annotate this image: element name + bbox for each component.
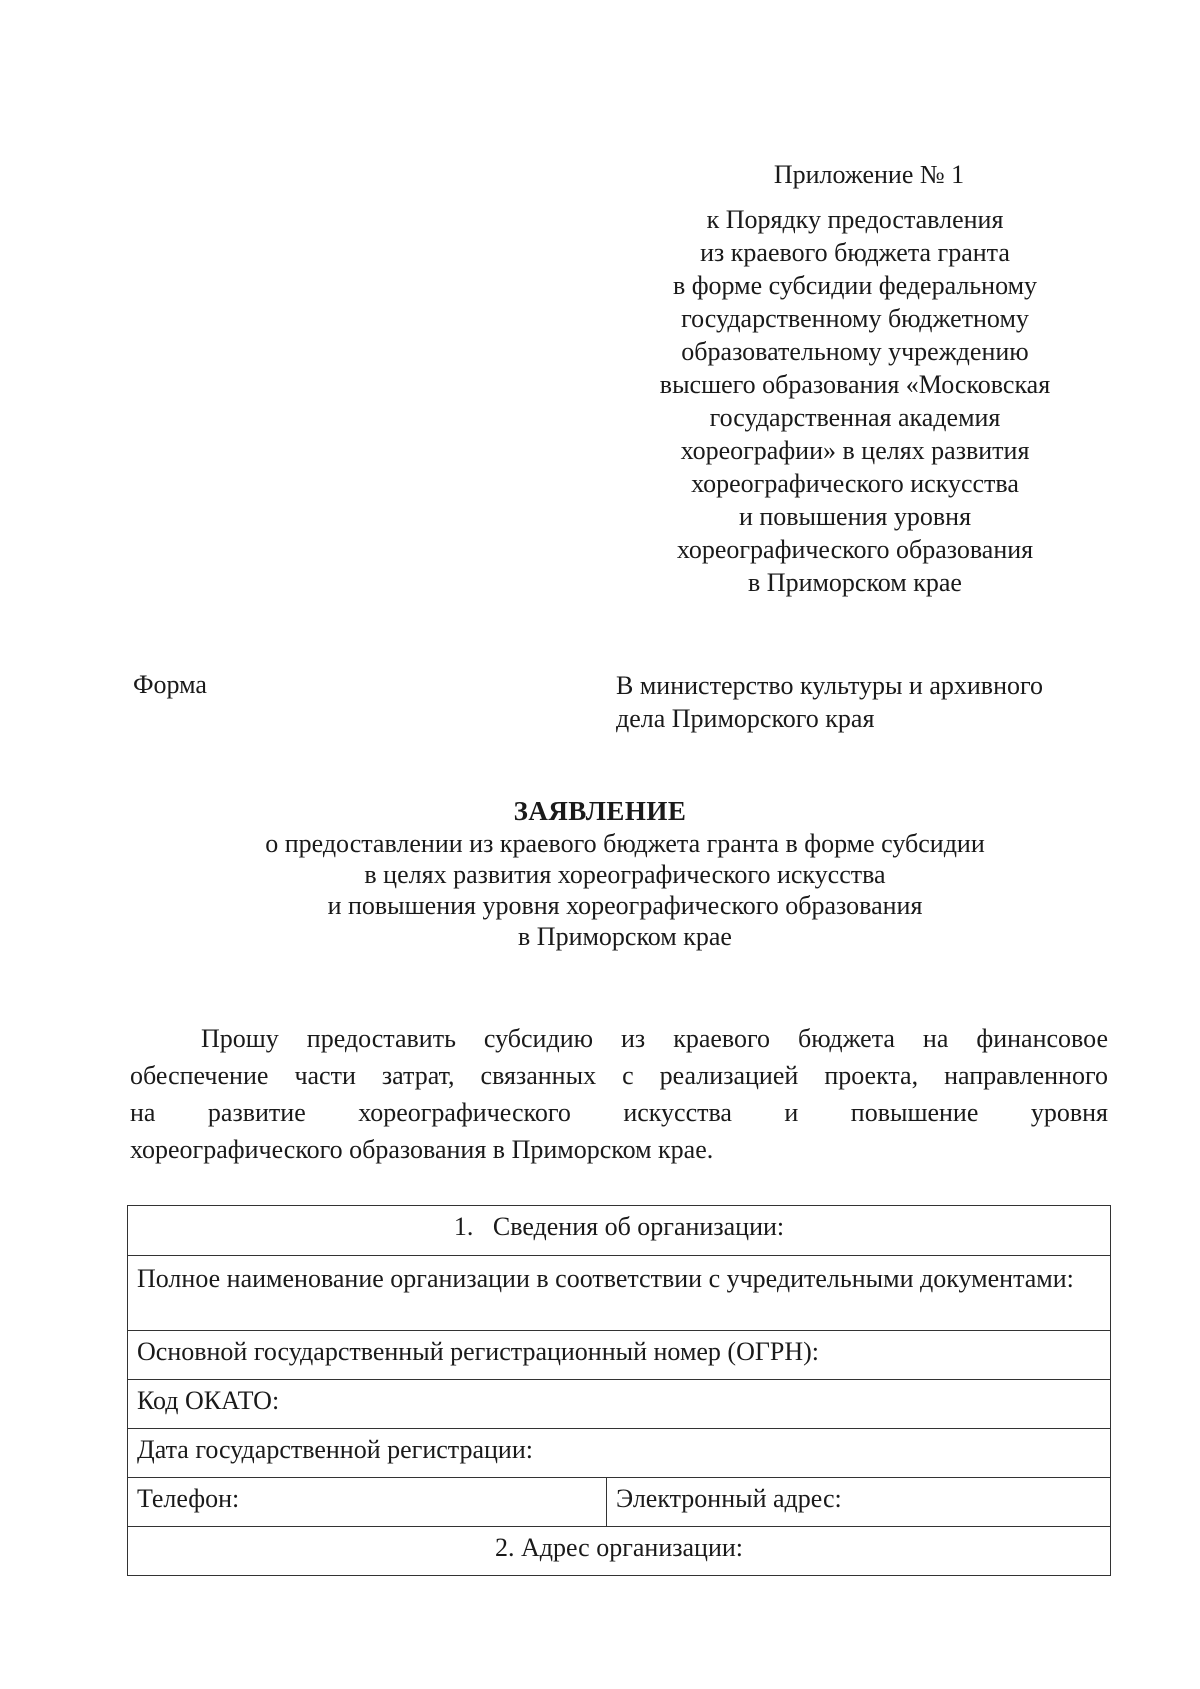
document-title: ЗАЯВЛЕНИЕ <box>513 796 687 826</box>
full-name-field[interactable]: Полное наименование организации в соответствии с учредительными документами: <box>128 1256 1111 1331</box>
appendix-line: государственному бюджетному <box>681 304 1029 333</box>
appendix-block <box>530 158 1180 599</box>
email-field[interactable]: Электронный адрес: <box>607 1478 1111 1527</box>
appendix-line: к Порядку предоставления <box>706 205 1004 234</box>
document-subtitle-line: и повышения уровня хореографического образования <box>327 891 923 920</box>
appendix-line: хореографического образования <box>676 535 1034 564</box>
organization-table <box>127 1205 1111 1576</box>
request-line: Прошу предоставить субсидию из краевого бюджета на финансовое <box>201 1024 1108 1053</box>
section-1-title: Сведения об организации: <box>492 1212 785 1241</box>
table-row <box>128 1380 1111 1429</box>
document-heading <box>0 795 1200 952</box>
table-row <box>128 1206 1111 1256</box>
table-row <box>128 1527 1111 1576</box>
section-1-number: 1. <box>453 1212 474 1241</box>
request-paragraph <box>130 1020 1108 1168</box>
section-2-header: 2. Адрес организации: <box>128 1527 1111 1576</box>
phone-field[interactable]: Телефон: <box>128 1478 607 1527</box>
appendix-line: в форме субсидии федеральному <box>672 271 1038 300</box>
appendix-title: Приложение № 1 <box>773 160 965 189</box>
appendix-line: образовательному учреждению <box>681 337 1029 366</box>
table-row <box>128 1256 1111 1331</box>
registration-date-field[interactable]: Дата государственной регистрации: <box>128 1429 1111 1478</box>
section-1-header <box>128 1206 1111 1256</box>
document-subtitle-line: о предоставлении из краевого бюджета гранта в форме субсидии <box>265 829 985 858</box>
appendix-line: государственная академия <box>709 403 1001 432</box>
addressee-line: В министерство культуры и архивного <box>616 671 1044 700</box>
table-row <box>128 1331 1111 1380</box>
request-line: хореографического образования в Приморском крае. <box>130 1135 714 1164</box>
appendix-line: из краевого бюджета гранта <box>700 238 1010 267</box>
ogrn-field[interactable]: Основной государственный регистрационный номер (ОГРН): <box>128 1331 1111 1380</box>
document-subtitle-line: в целях развития хореографического искусства <box>364 860 886 889</box>
okato-field[interactable]: Код ОКАТО: <box>128 1380 1111 1429</box>
appendix-line: хореографии» в целях развития <box>680 436 1030 465</box>
appendix-line: и повышения уровня <box>738 502 972 531</box>
table-row <box>128 1429 1111 1478</box>
appendix-line: высшего образования «Московская <box>659 370 1051 399</box>
document-subtitle-line: в Приморском крае <box>518 922 732 951</box>
request-line: на развитие хореографического искусства и повышение уровня <box>130 1098 1108 1127</box>
form-label: Форма <box>133 670 207 699</box>
appendix-line: хореографического искусства <box>691 469 1019 498</box>
table-row <box>128 1478 1111 1527</box>
addressee-line: дела Приморского края <box>616 704 875 733</box>
addressee-block <box>616 669 1136 735</box>
request-line: обеспечение части затрат, связанных с реализацией проекта, направленного <box>130 1061 1108 1090</box>
appendix-line: в Приморском крае <box>748 568 962 597</box>
